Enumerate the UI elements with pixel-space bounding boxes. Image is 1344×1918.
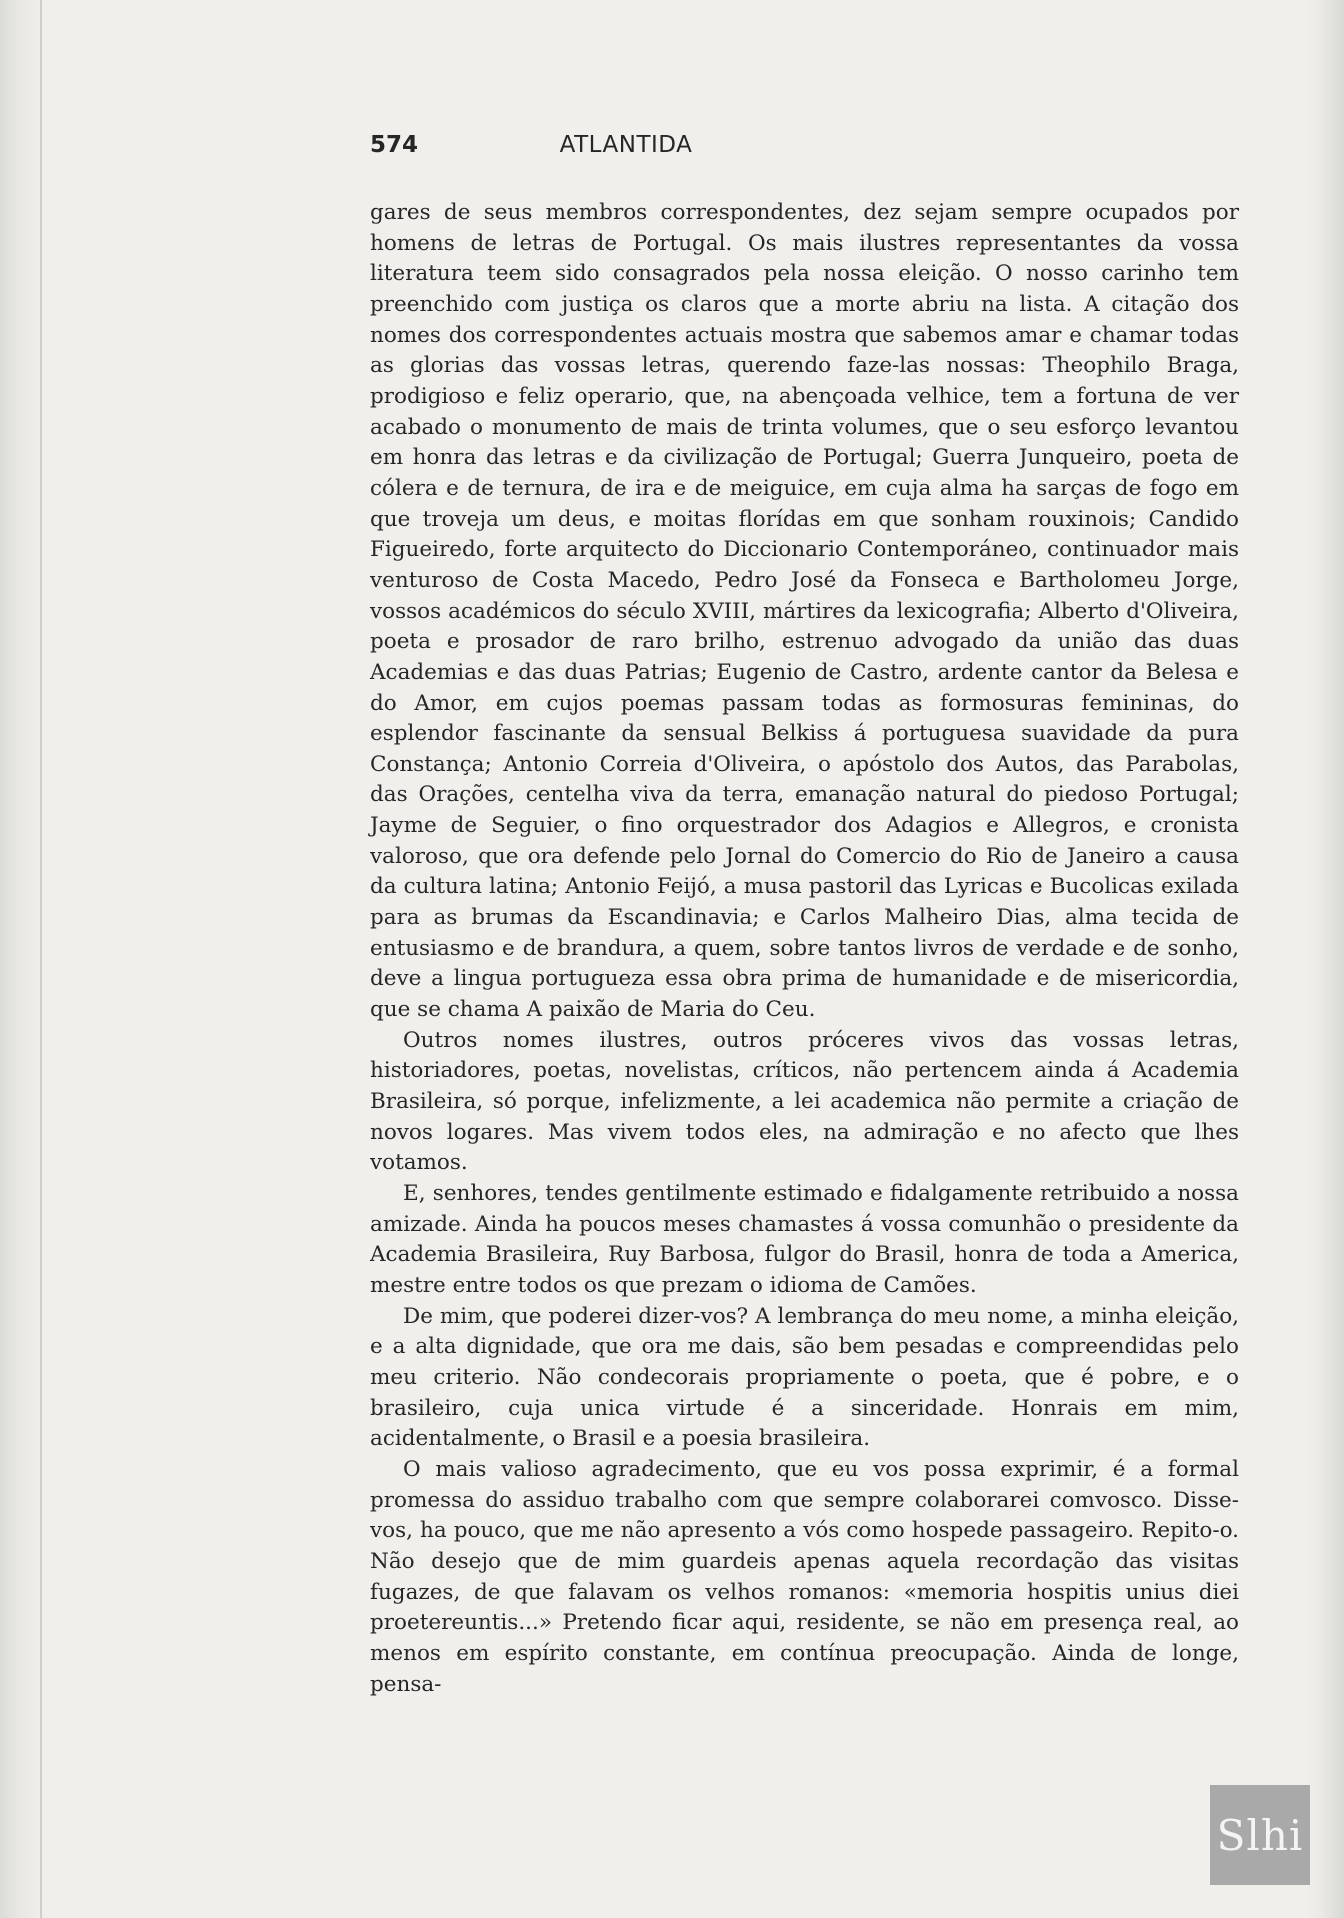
paragraph-3: E, senhores, tendes gentilmente estimado e fidalgamente retribuido a nossa amizade. Ainda ha poucos meses chamastes á vossa comunhão o presidente da Academia Brasileira, Ruy Barbosa, fulgor do Brasil, honra de toda a America, mestre entre todos os que prezam o idioma de Camões. [370, 1181, 1239, 1298]
paragraph-1: gares de seus membros correspondentes, dez sejam sempre ocupados por homens de letras de Portugal. Os mais ilustres representantes da vossa literatura teem sido consagrados pela nossa eleição. O nosso carinho tem preenchido com justiça os claros que a morte abriu na lista. A citação dos nomes dos correspondentes actuais mostra que sabemos amar e chamar todas as glorias das vossas letras, querendo faze-las nossas: Theophilo Braga, prodigioso e feliz operario, que, na abençoada velhice, tem a fortuna de ver acabado o monumento de mais de trinta volumes, que o seu esforço levantou em honra das letras e da civilização de Portugal; Guerra Junqueiro, poeta de cólera e de ternura, de ira e de meiguice, em cuja alma ha sarças de fogo em que troveja um deus, e moitas florídas em que sonham rouxinois; Candido Figueiredo, forte arquitecto do Diccionario Contemporáneo, continuador mais venturoso de Costa Macedo, Pedro José da Fonseca e Bartholomeu Jorge, vossos académicos do século XVIII, mártires da lexicografia; Alberto d'Oliveira, poeta e prosador de raro brilho, estrenuo advogado da união das duas Academias e das duas Patrias; Eugenio de Castro, ardente cantor da Belesa e do Amor, em cujos poemas passam todas as formosuras femininas, do esplendor fascinante da sensual Belkiss á portuguesa suavidade da pura Constança; Antonio Correia d'Oliveira, o apóstolo dos Autos, das Parabolas, das Orações, centelha viva da terra, emanação natural do piedoso Portugal; Jayme de Seguier, o fino orquestrador dos Adagios e Allegros, e cronista valoroso, que ora defende pelo Jornal do Comercio do Rio de Janeiro a causa da cultura latina; Antonio Feijó, a musa pastoril das Lyricas e Bucolicas exilada para as brumas da Escandinavia; e Carlos Malheiro Dias, alma tecida de entusiasmo e de brandura, a quem, sobre tantos livros de verdade e de sonho, deve a lingua portugueza essa obra prima de humanidade e de misericordia, que se chama A paixão de Maria do Ceu. [370, 200, 1239, 1023]
paragraph-4: De mim, que poderei dizer-vos? A lembrança do meu nome, a minha eleição, e a alta dignidade, que ora me dais, são bem pesadas e compreendidas pelo meu criterio. Não condecorais propriamente o poeta, que é pobre, e o brasileiro, cuja unica virtude é a sinceridade. Honrais em mim, acidentalmente, o Brasil e a poesia brasileira. [370, 1303, 1239, 1452]
running-title: ATLANTIDA [559, 132, 693, 158]
paragraph-2: Outros nomes ilustres, outros próceres vivos das vossas letras, historiadores, poetas, novelistas, críticos, não pertencem ainda á Academia Brasileira, só porque, infelizmente, a lei academica não permite a criação de novos logares. Mas vivem todos eles, na admiração e no afecto que lhes votamos. [370, 1027, 1239, 1176]
page-header [370, 132, 882, 168]
body-text [370, 198, 1239, 1700]
page-edge-right [1304, 0, 1344, 1918]
page-gutter-line [40, 0, 42, 1918]
paragraph-5: O mais valioso agradecimento, que eu vos possa exprimir, é a formal promessa do assiduo trabalho com que sempre colaborarei comvosco. Disse-vos, ha pouco, que me não apresento a vós como hospede passageiro. Repito-o. Não desejo que de mim guardeis apenas aquela recordação das visitas fugazes, de que falavam os velhos romanos: «memoria hospitis unius diei proetereuntis...» Pretendo ficar aqui, residente, se não em presença real, ao menos em espírito constante, em contínua preocupação. Ainda de longe, pensa- [370, 1456, 1239, 1697]
library-stamp-logo [1210, 1785, 1310, 1885]
page-number: 574 [370, 132, 419, 158]
stamp-text: Slhi [1216, 1810, 1304, 1860]
